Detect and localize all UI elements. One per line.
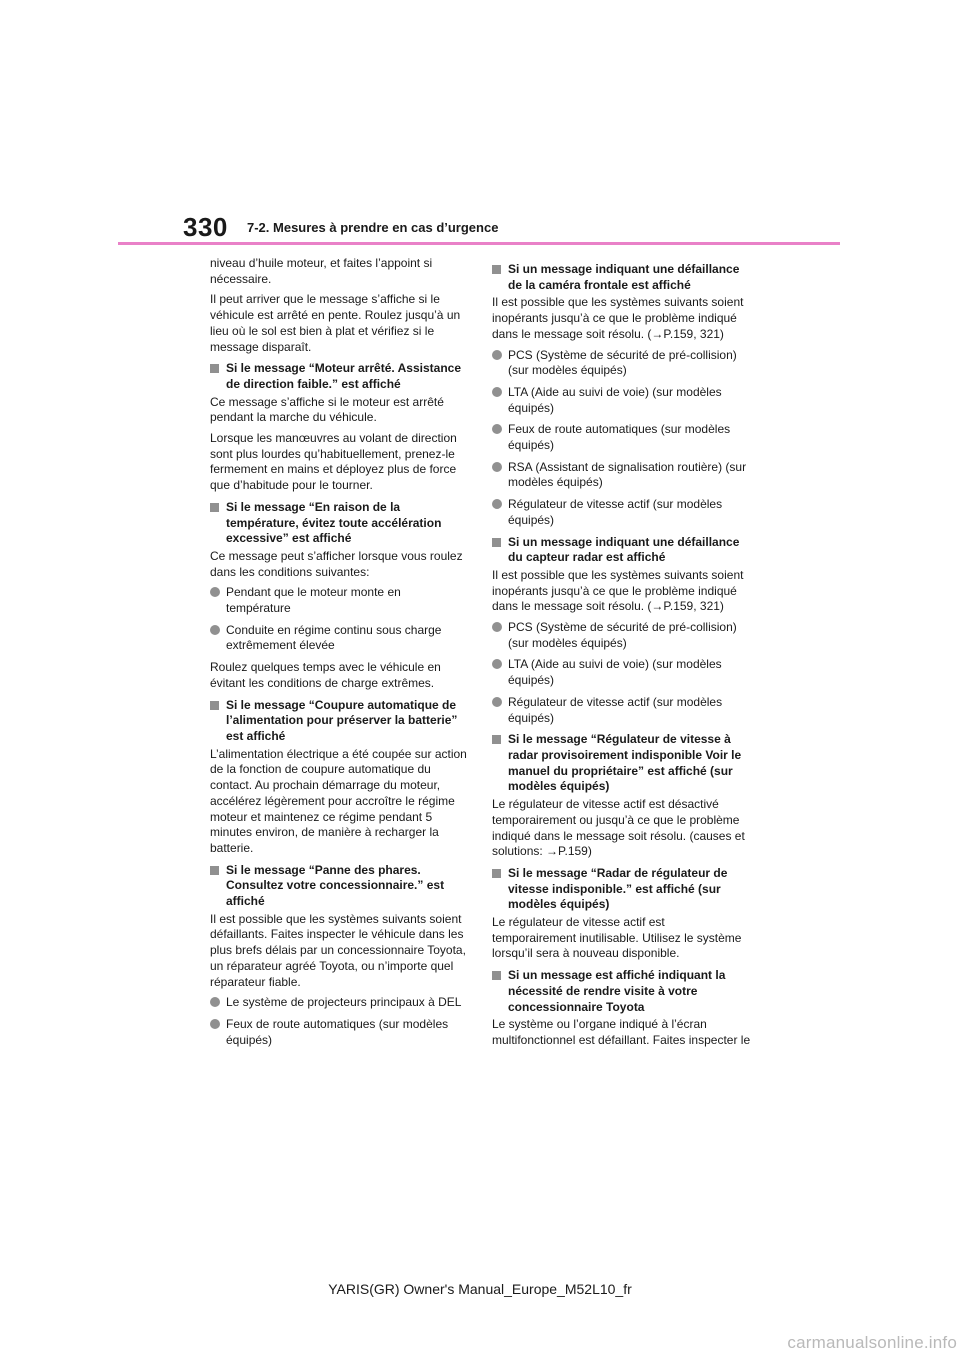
square-bullet-icon	[210, 701, 219, 710]
body-paragraph: Il peut arriver que le message s’affiche si le véhicule est arrêté en pente. Roulez jusqu’à un lieu où le sol est bien à plat et vérifiez si le message disparaît.	[210, 292, 461, 354]
bullet-text: Régulateur de vitesse actif (sur modèles équipés)	[508, 694, 723, 725]
section-heading	[492, 262, 752, 293]
body-paragraph: Il est possible que les systèmes suivants soient inopérants jusqu’à ce que le problème indiqué dans le message soit résolu. (→P.159, 321)	[492, 567, 744, 614]
bullet-text: Régulateur de vitesse actif (sur modèles équipés)	[508, 497, 723, 527]
square-bullet-icon	[210, 866, 219, 875]
section-heading	[492, 866, 752, 913]
bullet-text: Conduite en régime continu sous charge extrêmement élevée	[226, 622, 442, 653]
square-bullet-icon	[492, 971, 501, 980]
bullet-text: Feux de route automatiques (sur modèles équipés)	[508, 422, 731, 453]
bullet-item	[492, 620, 752, 651]
bullet-item	[492, 348, 752, 379]
body-paragraph: Ce message peut s’afficher lorsque vous roulez dans les conditions suivantes:	[210, 548, 463, 579]
bullet-text: Feux de route automatiques (sur modèles équipés)	[226, 1016, 449, 1047]
circle-bullet-icon	[492, 622, 502, 632]
heading-text: Si le message “Radar de régulateur de vitesse indisponible.” est affiché (sur modèles équipés)	[508, 865, 728, 912]
circle-bullet-icon	[492, 499, 502, 509]
body-paragraph: Le système ou l’organe indiqué à l’écran multifonctionnel est défaillant. Faites inspecter le	[492, 1017, 751, 1047]
body-paragraph: Il est possible que les systèmes suivants soient inopérants jusqu’à ce que le problème indiqué dans le message soit résolu. (→P.159, 321)	[492, 295, 744, 341]
section-heading	[492, 535, 752, 566]
section-heading	[210, 361, 468, 392]
section-header: 7-2. Mesures à prendre en cas d’urgence	[247, 220, 499, 235]
bullet-item	[210, 995, 468, 1011]
bullet-item	[492, 695, 752, 726]
bullet-item	[492, 497, 752, 528]
heading-text: Si un message est affiché indiquant la nécessité de rendre visite à votre concessionnaire Toyota	[508, 968, 726, 1014]
circle-bullet-icon	[492, 424, 502, 434]
bullet-item	[492, 460, 752, 491]
page-number: 330	[183, 212, 228, 242]
circle-bullet-icon	[492, 697, 502, 707]
heading-text: Si le message “Panne des phares. Consultez votre concessionnaire.” est affiché	[226, 862, 445, 909]
circle-bullet-icon	[492, 659, 502, 669]
section-heading	[492, 968, 752, 1015]
bullet-text: PCS (Système de sécurité de pré-collision) (sur modèles équipés)	[508, 620, 737, 650]
bullet-item	[210, 623, 468, 654]
body-paragraph: Lorsque les manœuvres au volant de direction sont plus lourdes qu’habituellement, prenez-le fermement en mains et déployez plus de force que d’habitude pour le tourner.	[210, 431, 457, 493]
circle-bullet-icon	[492, 387, 502, 397]
circle-bullet-icon	[210, 625, 220, 635]
section-heading	[492, 732, 752, 795]
bullet-text: LTA (Aide au suivi de voie) (sur modèles équipés)	[508, 384, 722, 415]
bullet-text: RSA (Assistant de signalisation routière) (sur modèles équipés)	[508, 459, 747, 490]
square-bullet-icon	[492, 869, 501, 878]
manual-footer: YARIS(GR) Owner's Manual_Europe_M52L10_fr	[328, 1281, 632, 1297]
body-paragraph: Roulez quelques temps avec le véhicule en évitant les conditions de charge extrêmes.	[210, 660, 441, 690]
heading-text: Si un message indiquant une défaillance du capteur radar est affiché	[508, 534, 740, 565]
circle-bullet-icon	[210, 587, 220, 597]
heading-text: Si le message “Régulateur de vitesse à radar provisoirement indisponible Voir le manuel du propriétaire” est affiché (sur modèles équipés)	[508, 732, 742, 794]
body-paragraph: Il est possible que les systèmes suivants soient défaillants. Faites inspecter le véhicule dans les plus brefs délais par un concessionnaire Toyota, un réparateur agréé Toyota, ou n’importe quel réparateur fiable.	[210, 911, 466, 989]
bullet-text: LTA (Aide au suivi de voie) (sur modèles équipés)	[508, 657, 722, 688]
body-paragraph: Le régulateur de vitesse actif est désactivé temporairement ou jusqu’à ce que le problème indiqué dans le message soit résolu. (causes et solutions: →P.159)	[492, 797, 745, 859]
circle-bullet-icon	[210, 1019, 220, 1029]
circle-bullet-icon	[492, 350, 502, 360]
circle-bullet-icon	[210, 997, 220, 1007]
heading-text: Si le message “Coupure automatique de l’alimentation pour préserver la batterie” est affiché	[226, 697, 458, 743]
bullet-text: Pendant que le moteur monte en température	[226, 585, 401, 616]
body-paragraph: Le régulateur de vitesse actif est temporairement inutilisable. Utilisez le système lorsqu’il sera à nouveau disponible.	[492, 915, 742, 961]
body-paragraph: L’alimentation électrique a été coupée sur action de la fonction de coupure automatique du contact. Au prochain démarrage du moteur, accélérez légèrement pour accroître le régime moteur et maintenez ce régime pendant 5 minutes environ, de manière à recharger la batterie.	[210, 746, 467, 855]
square-bullet-icon	[492, 538, 501, 547]
heading-text: Si un message indiquant une défaillance de la caméra frontale est affiché	[508, 262, 740, 292]
bullet-item	[492, 385, 752, 416]
section-heading	[210, 698, 468, 745]
bullet-text: Le système de projecteurs principaux à DEL	[226, 995, 462, 1010]
bullet-item	[210, 585, 468, 616]
body-paragraph: niveau d’huile moteur, et faites l’appoint si nécessaire.	[210, 256, 433, 286]
bullet-item	[210, 1017, 468, 1048]
body-paragraph: Ce message s’affiche si le moteur est arrêté pendant la marche du véhicule.	[210, 394, 444, 425]
watermark: carmanualsonline.info	[787, 1333, 957, 1352]
circle-bullet-icon	[492, 462, 502, 472]
right-column	[492, 256, 752, 1054]
header-divider	[118, 242, 840, 245]
bullet-text: PCS (Système de sécurité de pré-collision) (sur modèles équipés)	[508, 347, 737, 378]
square-bullet-icon	[210, 364, 219, 373]
left-column	[210, 256, 468, 1054]
heading-text: Si le message “En raison de la température, évitez toute accélération excessive” est affiché	[226, 499, 442, 546]
section-heading	[210, 500, 468, 547]
section-heading	[210, 863, 468, 910]
bullet-item	[492, 422, 752, 453]
square-bullet-icon	[210, 503, 219, 512]
square-bullet-icon	[492, 735, 501, 744]
square-bullet-icon	[492, 265, 501, 274]
bullet-item	[492, 657, 752, 688]
heading-text: Si le message “Moteur arrêté. Assistance de direction faible.” est affiché	[226, 361, 461, 391]
